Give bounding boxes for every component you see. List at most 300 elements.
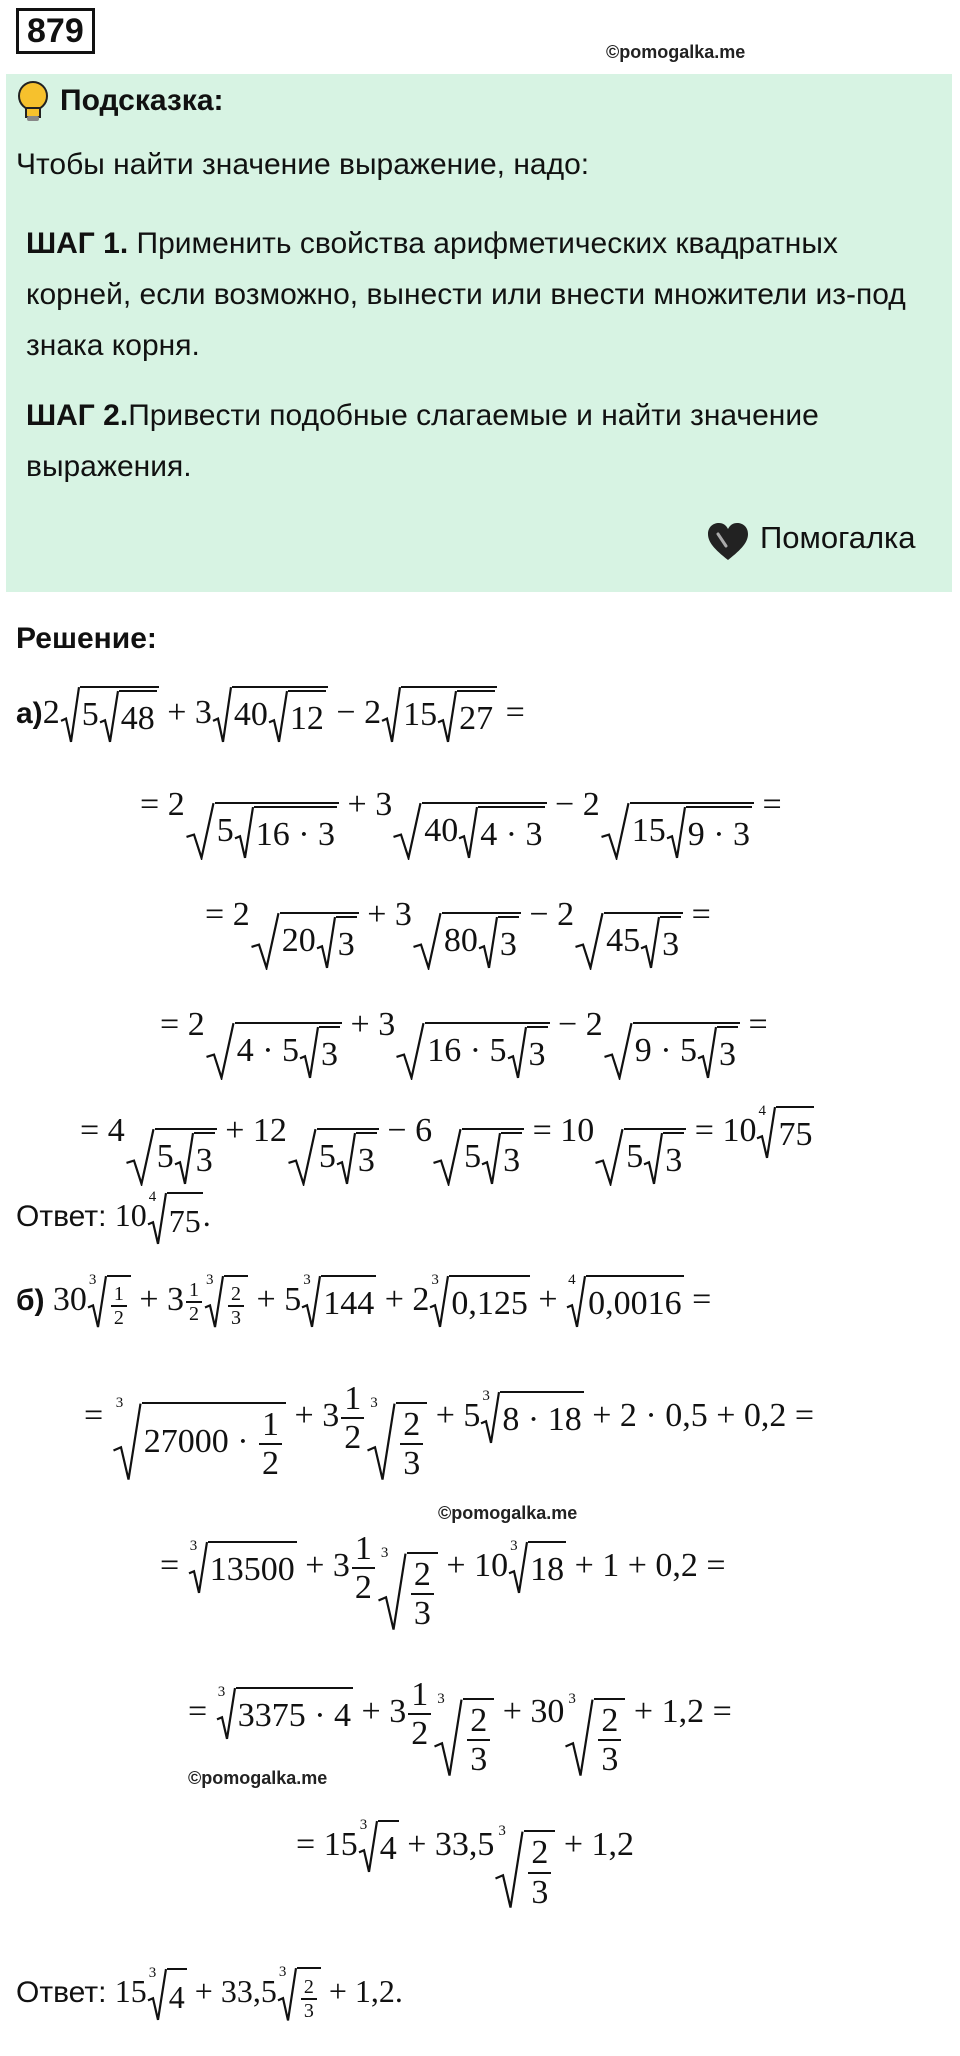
hint-step-2 (26, 390, 926, 492)
math-text: 3 (375, 786, 393, 823)
radical-sign (437, 690, 457, 744)
math-text: = (754, 786, 782, 823)
root-index: 3 (437, 1690, 445, 1707)
numerator: 1 (189, 1279, 200, 1302)
math-text: . (202, 1197, 211, 1233)
numerator: 2 (413, 1555, 431, 1593)
radical (147, 1188, 203, 1246)
radical-sign (268, 690, 288, 744)
radical (478, 916, 519, 970)
root-index: 3 (115, 1394, 124, 1411)
part-b-answer (16, 1963, 403, 2023)
fraction (352, 1530, 375, 1607)
math-text: 48 (120, 700, 155, 738)
radical-sign (299, 1026, 319, 1080)
part-b-label: б) (16, 1284, 53, 1317)
root-index: 3 (217, 1684, 226, 1701)
part-b-line-4 (296, 1817, 635, 1911)
math-text: + (130, 1281, 168, 1318)
radical-sign (395, 1022, 425, 1080)
radical-sign (564, 1698, 594, 1779)
math-text: 2 (187, 1006, 205, 1043)
math-text: 27 (459, 700, 494, 738)
math-text: 3 (665, 1141, 683, 1179)
problem-number: 879 (16, 8, 95, 54)
math-text: 3 (394, 896, 412, 933)
radical-sign (697, 1026, 717, 1080)
radical-sign (481, 1132, 501, 1186)
radical (377, 1544, 438, 1633)
denominator: 2 (189, 1303, 200, 1326)
math-text: 0,0016 (588, 1285, 682, 1323)
math-text: 3 (662, 925, 680, 963)
radical (480, 1388, 583, 1445)
radical-sign (478, 916, 498, 970)
math-text: 30 (52, 1281, 87, 1318)
math-text: 4 (107, 1112, 125, 1149)
step-2-label: ШАГ 2. (26, 399, 129, 432)
math-text: 27000 · (143, 1422, 258, 1460)
math-text: 3 (321, 1035, 339, 1073)
math-text: + (339, 786, 376, 823)
math-text: 3 (378, 1006, 396, 1043)
radical-sign (429, 1272, 449, 1329)
math-text: 40 (424, 811, 459, 849)
radical (432, 1128, 524, 1186)
math-text: = (84, 1397, 112, 1435)
radical-sign (381, 686, 401, 744)
radical-sign (494, 1830, 524, 1911)
numerator: 2 (531, 1834, 549, 1872)
math-text: 8 · 18 (502, 1401, 582, 1439)
radical (494, 1823, 555, 1911)
numerator: 1 (354, 1530, 372, 1567)
radical-sign (433, 1698, 463, 1779)
root-index: 3 (189, 1538, 198, 1555)
radical (188, 1538, 297, 1595)
root-index: 3 (359, 1817, 368, 1834)
radical (458, 806, 544, 860)
numerator: 1 (411, 1676, 429, 1713)
math-text: = (205, 896, 233, 933)
math-text: 18 (530, 1551, 565, 1589)
part-a-label: а) (16, 696, 43, 730)
watermark-low: ©pomogalka.me (188, 1768, 328, 1788)
denominator: 3 (601, 1740, 619, 1778)
radical (212, 686, 328, 744)
math-text: 15 (114, 1973, 147, 2009)
radical-sign (188, 1538, 208, 1595)
math-text: + (342, 1006, 379, 1043)
math-text: = (524, 1112, 561, 1149)
numerator: 2 (231, 1283, 242, 1306)
radical-sign (507, 1026, 527, 1080)
radical-sign (756, 1103, 776, 1160)
part-a-line-4 (80, 1103, 814, 1186)
denominator: 3 (231, 1307, 242, 1330)
radical-sign (204, 1272, 224, 1329)
denominator: 3 (413, 1594, 431, 1632)
root-index: 3 (148, 1964, 157, 1981)
fraction (228, 1283, 244, 1329)
denominator: 3 (531, 1873, 549, 1911)
radical-sign (412, 912, 442, 970)
math-text: 4 (168, 1978, 185, 2015)
radical-sign (366, 1402, 396, 1483)
math-text: + 1,2. (320, 1973, 403, 2009)
math-text: 3 (503, 1141, 521, 1179)
math-text: 3 (719, 1035, 737, 1073)
part-a-line-3 (160, 1000, 768, 1080)
radical-sign (174, 1132, 194, 1186)
math-text: + (437, 1547, 475, 1585)
radical (60, 686, 159, 744)
radical-sign (566, 1272, 586, 1329)
denominator: 2 (113, 1307, 124, 1330)
radical (600, 802, 754, 860)
math-text: = (686, 1112, 723, 1149)
math-text: 5 (156, 1137, 174, 1175)
numerator: 2 (403, 1405, 421, 1443)
answer-label: Ответ: (16, 1976, 115, 2009)
math-text: 75 (168, 1202, 201, 1239)
radical-sign (316, 916, 336, 970)
radical-sign (147, 1188, 167, 1246)
radical-sign (287, 1128, 317, 1186)
radical-sign (377, 1552, 407, 1633)
math-text: − (327, 693, 365, 731)
math-text: 3 (357, 1141, 375, 1179)
radical (112, 1394, 286, 1483)
numerator: 1 (113, 1283, 124, 1306)
denominator: 2 (411, 1715, 429, 1753)
radical-sign (480, 1388, 500, 1445)
math-text: 16 · 5 (427, 1031, 507, 1069)
math-text: 5 (464, 1137, 482, 1175)
radical (204, 1272, 248, 1330)
part-a-line-2 (205, 890, 711, 970)
radical-sign (640, 916, 660, 970)
watermark-mid: ©pomogalka.me (438, 1503, 578, 1523)
math-text: 4 · 3 (480, 815, 543, 853)
root-index: 3 (303, 1272, 311, 1289)
radical-sign (643, 1132, 663, 1186)
root-index: 4 (148, 1188, 157, 1205)
math-text: 3 (337, 925, 355, 963)
math-text: 15 (403, 696, 438, 733)
radical (336, 1132, 377, 1186)
math-text: 4 · 5 (236, 1031, 300, 1069)
math-text: = (188, 1693, 216, 1731)
math-text: + (248, 1281, 285, 1318)
radical (564, 1690, 625, 1779)
fraction (400, 1406, 423, 1483)
math-text: 144 (323, 1285, 375, 1323)
numerator: 1 (262, 1405, 280, 1443)
math-text: 16 · 3 (255, 815, 336, 853)
math-text: = (296, 1826, 324, 1863)
hint-title: Подсказка: (60, 84, 224, 117)
math-text: 33,5 (220, 1973, 277, 2009)
root-index: 3 (431, 1272, 439, 1289)
radical (392, 802, 546, 860)
fraction (467, 1702, 490, 1779)
math-text: − (520, 896, 558, 933)
math-text: 5 (626, 1137, 644, 1175)
math-text: + (427, 1397, 464, 1435)
radical-sign (99, 690, 119, 744)
root-index: 3 (278, 1963, 287, 1980)
radical (185, 802, 339, 860)
math-text: + (216, 1112, 253, 1149)
radical (381, 686, 497, 744)
radical (437, 690, 495, 744)
math-text: 2 (167, 786, 185, 823)
root-index: 3 (380, 1544, 389, 1561)
part-b-line-0 (16, 1272, 712, 1330)
radical-sign (277, 1963, 297, 2023)
math-text: = (160, 1547, 188, 1585)
radical (147, 1964, 187, 2022)
math-text: 45 (606, 921, 641, 959)
fraction (528, 1834, 551, 1911)
math-text: + (494, 1693, 531, 1731)
fraction (301, 1976, 317, 2022)
math-text: 9 · 5 (634, 1031, 698, 1069)
root-index: 3 (568, 1690, 576, 1707)
radical (666, 806, 752, 860)
numerator: 2 (470, 1701, 488, 1739)
answer-label: Ответ: (16, 1200, 115, 1233)
math-text: 5 (318, 1137, 336, 1175)
math-text: 0,125 (451, 1285, 528, 1323)
radical (358, 1817, 399, 1874)
radical-sign (458, 806, 478, 860)
math-text: + 2 · 0,5 + 0,2 = (583, 1397, 815, 1435)
radical (697, 1026, 738, 1080)
math-text: 15 (631, 811, 666, 849)
root-index: 3 (370, 1394, 378, 1411)
part-a-line-1 (140, 780, 782, 860)
fraction (111, 1283, 127, 1329)
radical-sign (666, 806, 686, 860)
math-text: 10 (722, 1112, 757, 1149)
math-text: 5 (463, 1397, 481, 1435)
math-text: 3 (332, 1547, 350, 1585)
denominator: 3 (303, 2000, 314, 2023)
part-a-line-0 (16, 686, 525, 744)
math-text: 2 (232, 896, 250, 933)
radical-sign (205, 1022, 235, 1080)
math-text: 40 (233, 696, 268, 733)
math-text: 2 (412, 1281, 430, 1318)
math-text: = (740, 1006, 768, 1043)
radical (756, 1103, 814, 1160)
radical (481, 1132, 522, 1186)
math-text: 3 (194, 693, 212, 731)
math-text: 5 (216, 811, 234, 849)
radical (125, 1128, 217, 1186)
radical (299, 1026, 340, 1080)
radical-sign (212, 686, 232, 744)
math-text: 4 (379, 1830, 397, 1868)
radical-sign (432, 1128, 462, 1186)
radical-sign (250, 912, 280, 970)
brand-name: Помогалка (760, 520, 916, 555)
radical-sign (603, 1022, 633, 1080)
math-text: + (398, 1826, 435, 1863)
math-text: 5 (284, 1281, 302, 1318)
root-index: 3 (482, 1388, 490, 1405)
radical-sign (112, 1402, 142, 1483)
radical (508, 1538, 566, 1595)
math-text: 12 (289, 700, 324, 738)
radical-sign (60, 686, 80, 744)
step-1-label: ШАГ 1. (26, 227, 129, 260)
radical (507, 1026, 548, 1080)
math-text: 75 (778, 1116, 813, 1154)
heart-icon (706, 522, 750, 562)
radical (594, 1128, 686, 1186)
math-text: 12 (252, 1112, 287, 1149)
math-text: 2 (585, 1006, 603, 1043)
denominator: 2 (262, 1444, 280, 1482)
math-text: + (358, 896, 395, 933)
radical (234, 806, 337, 860)
fraction (411, 1556, 434, 1633)
math-text: 33,5 (434, 1826, 495, 1863)
math-text: + (296, 1547, 333, 1585)
part-b-line-3 (188, 1676, 732, 1778)
math-text: 5 (81, 696, 99, 733)
math-text: 10 (474, 1547, 509, 1585)
radical-sign (87, 1272, 107, 1329)
radical-sign (594, 1128, 624, 1186)
radical (277, 1963, 321, 2023)
math-text: + 1,2 (555, 1826, 635, 1863)
fraction (598, 1702, 621, 1779)
math-text: + 1,2 = (625, 1693, 732, 1731)
math-text: = (497, 693, 525, 731)
radical (205, 1022, 342, 1080)
math-text: 3 (528, 1035, 546, 1073)
radical (268, 690, 326, 744)
denominator: 3 (403, 1444, 421, 1482)
radical (99, 690, 157, 744)
watermark-top: ©pomogalka.me (606, 42, 746, 62)
math-text: + 1 + 0,2 = (566, 1547, 726, 1585)
fraction (259, 1406, 282, 1483)
math-text: + (186, 1973, 221, 2009)
math-text: 10 (560, 1112, 595, 1149)
math-text: 2 (582, 786, 600, 823)
radical (395, 1022, 549, 1080)
radical-sign (301, 1272, 321, 1329)
fraction (341, 1380, 364, 1457)
radical (250, 912, 359, 970)
math-text: + (286, 1397, 323, 1435)
numerator: 1 (344, 1380, 362, 1417)
radical (366, 1394, 427, 1483)
radical-sign (600, 802, 630, 860)
math-text: + (376, 1281, 413, 1318)
radical-sign (147, 1964, 167, 2022)
radical (87, 1272, 131, 1330)
math-text: = (80, 1112, 108, 1149)
math-text: 30 (530, 1693, 565, 1731)
radical (429, 1272, 530, 1329)
radical (643, 1132, 684, 1186)
math-text: 2 (364, 693, 382, 731)
part-a-answer (16, 1190, 211, 1246)
math-text: + (353, 1693, 390, 1731)
math-text: 80 (443, 921, 478, 959)
radical (287, 1128, 379, 1186)
math-text: 9 · 3 (687, 815, 751, 853)
math-text: 6 (415, 1112, 433, 1149)
radical-sign (185, 802, 215, 860)
fraction (408, 1676, 431, 1753)
math-text: = (683, 1281, 712, 1318)
math-text: 3 (322, 1397, 340, 1435)
math-text: = (140, 786, 168, 823)
radical-sign (358, 1817, 378, 1874)
math-text: 13500 (209, 1551, 295, 1589)
radical (174, 1132, 215, 1186)
root-index: 4 (568, 1272, 576, 1289)
radical-sign (574, 912, 604, 970)
radical (574, 912, 683, 970)
radical-sign (234, 806, 254, 860)
math-text: + (158, 693, 195, 731)
step-1-text: Применить свойства арифметических квадратных корней, если возможно, вынести или внести множители из-под знака корня. (26, 227, 906, 362)
math-text: − (549, 1006, 586, 1043)
radical (603, 1022, 740, 1080)
radical-sign (216, 1684, 236, 1741)
math-text: 2 (557, 896, 575, 933)
radical-sign (336, 1132, 356, 1186)
math-text: 20 (281, 921, 316, 959)
math-text: − (378, 1112, 416, 1149)
root-index: 3 (206, 1272, 214, 1289)
math-text: 2 (42, 693, 60, 731)
root-index: 4 (758, 1103, 766, 1120)
numerator: 2 (303, 1976, 314, 1999)
math-text: = (683, 896, 711, 933)
math-text: 3 (195, 1141, 213, 1179)
hint-intro: Чтобы найти значение выражение, надо: (16, 148, 590, 181)
radical (301, 1272, 376, 1329)
math-text: − (546, 786, 583, 823)
step-2-text: Привести подобные слагаемые и найти значение выражения. (26, 399, 819, 483)
math-text: = (160, 1006, 188, 1043)
denominator: 3 (470, 1740, 488, 1778)
part-b-line-1 (84, 1380, 814, 1482)
radical (433, 1690, 494, 1779)
radical (412, 912, 521, 970)
math-text: 15 (323, 1826, 358, 1863)
radical (316, 916, 357, 970)
denominator: 2 (344, 1419, 362, 1457)
radical-sign (125, 1128, 155, 1186)
radical (566, 1272, 684, 1329)
math-text: 3 (389, 1693, 407, 1731)
lightbulb-icon (14, 80, 52, 124)
math-text: + (529, 1281, 567, 1318)
hint-step-1 (26, 218, 926, 371)
fraction (186, 1279, 202, 1325)
math-text: 10 (114, 1197, 147, 1233)
